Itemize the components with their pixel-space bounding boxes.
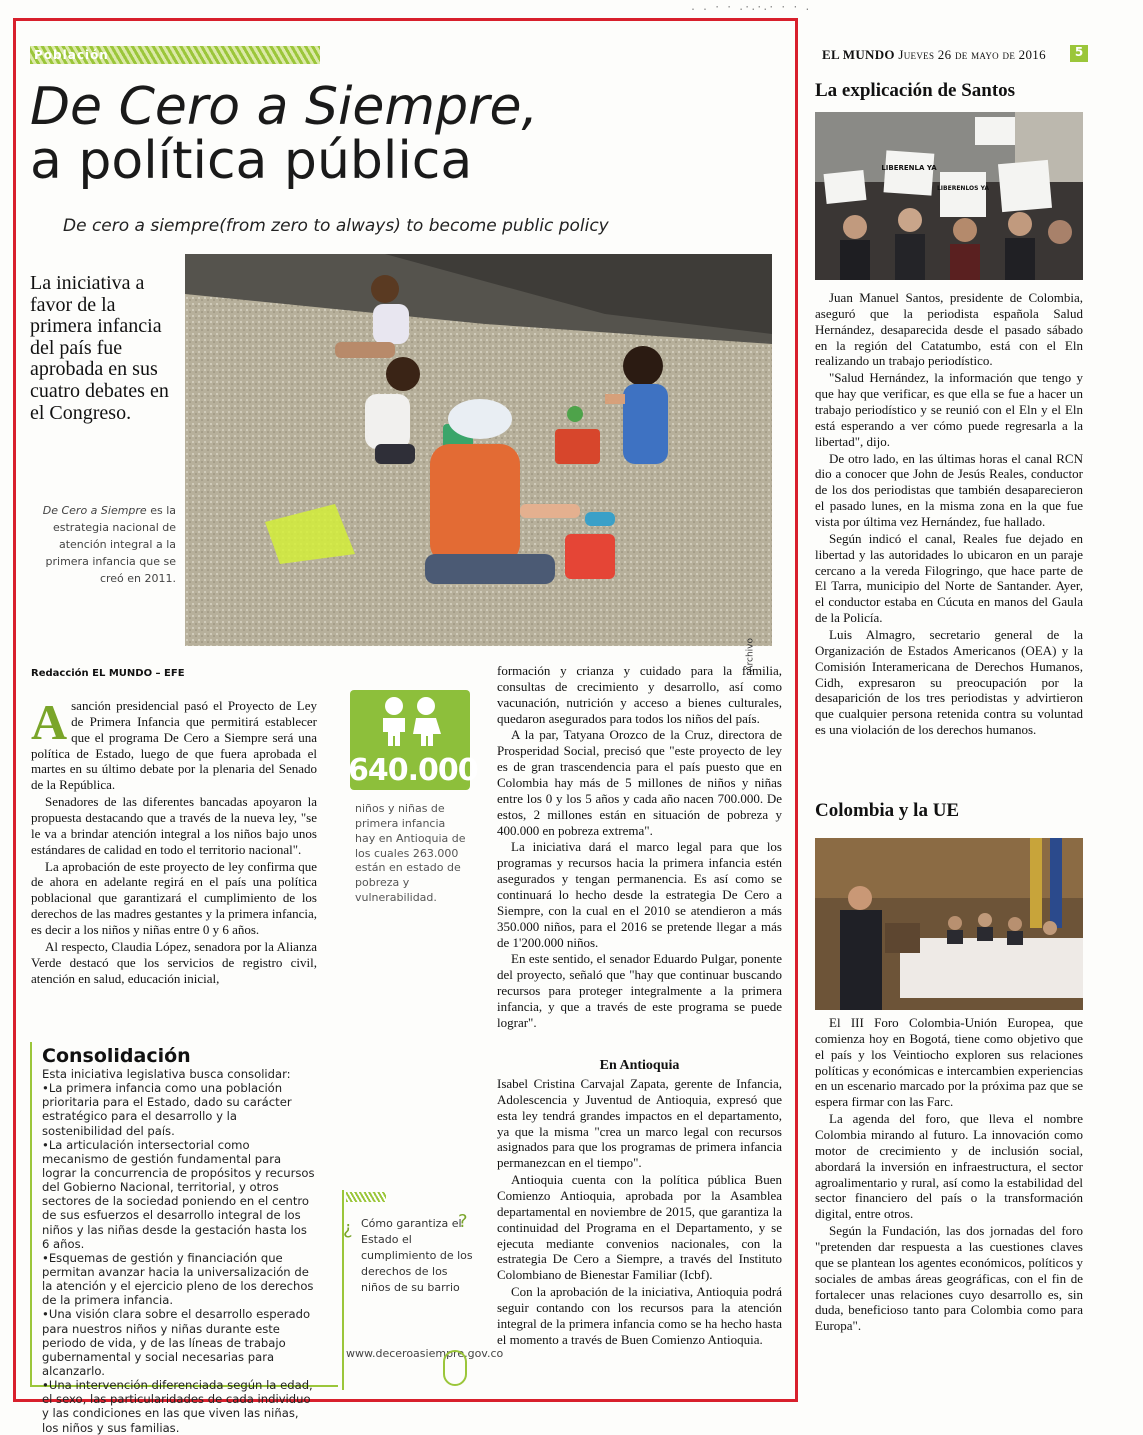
stat-number: 640.000 xyxy=(348,753,478,788)
website-link[interactable]: www.deceroasiempre.gov.co xyxy=(346,1347,504,1360)
issue-date: Jueves 26 de mayo de 2016 xyxy=(898,47,1046,62)
santos-column xyxy=(815,290,1083,739)
paragraph: "Salud Hernández, la información que tengo y que hay que verificar, es que ella se fue a hacer un trabajo periodístico y se reunió con el Eln y el Eln está esperando a ver cómo puede regresarla a la libertad", dijo. xyxy=(815,370,1083,449)
paragraph: La aprobación de este proyecto de ley confirma que de ahora en adelante regirá en el país una política poblacional que garantizará el cumplimiento de los derechos de las madres gestantes y la primera infancia, es decir a los niños y niñas entre 0 y 6 años. xyxy=(31,858,317,938)
byline: Redacción EL MUNDO – EFE xyxy=(31,668,185,679)
paragraph: Isabel Cristina Carvajal Zapata, gerente de Infancia, Adolescencia y Juventud de Antioquia, expresó que esta ley tendrá grandes impactos en el departamento, ya que la misma "crea un marco legal con recursos asignados para que los programas de primera infancia permanezcan en el tiempo". xyxy=(497,1076,782,1171)
paper-name: EL MUNDO xyxy=(822,47,895,62)
paragraph: La agenda del foro, que lleva el nombre Colombia mirando al futuro. La innovación como motor de crecimiento y de inclusión social, abordará la inversión en infraestructura, el sector agroalimentario y rural, así como la estabilidad del sector financiero del país o la transformación digital, entre otros. xyxy=(815,1111,1083,1222)
antioquia-column xyxy=(497,1076,782,1349)
list-item: •Una visión clara sobre el desarrollo esperado para nuestros niños y niñas durante este periodo de vida, y de las líneas de trabajo gubernamental y social necesarias para alcanzarlo. xyxy=(42,1307,311,1378)
headline-line2: a política pública xyxy=(30,131,473,192)
paragraph: En este sentido, el senador Eduardo Pulgar, ponente del proyecto, señaló que "hay que continuar buscando recursos para proteger integralmente a la primera infancia, y que a través de este programa se puede lograr". xyxy=(497,951,782,1030)
santos-title: La explicación de Santos xyxy=(815,80,1016,101)
paragraph: Según indicó el canal, Reales fue dejado en libertad y las autoridades lo ubicaron en un paraje cercano a la vereda Filogringo, que hace parte de El Tarra, municipio del Norte de Santander. Ayer, el conductor estaba en Cúcuta en manos del Gaula de la Policía. xyxy=(815,530,1083,626)
consolidation-title: Consolidación xyxy=(42,1045,191,1067)
photo-caption xyxy=(40,502,176,587)
section-label: Población xyxy=(30,46,320,64)
protest-sign-1: LIBERENLA YA xyxy=(881,164,937,172)
paragraph: formación y crianza y cuidado para la familia, consultas de crecimiento y desarrollo, así como vacunación, nutrición y acceso a bienes culturales, quedaron asegurados para todos los niños del país. xyxy=(497,663,782,726)
protest-sign-2: LIBERENLOS YA xyxy=(936,185,990,192)
headline-line1: De Cero a Siempre, xyxy=(30,77,538,137)
paragraph: Al respecto, Claudia López, senadora por la Alianza Verde destacó que los servicios de registro civil, atención en salud, educación inicial, xyxy=(31,938,317,986)
subtitle: De cero a siempre(from zero to always) to become public policy xyxy=(63,216,609,236)
paragraph: Antioquia cuenta con la política pública Buen Comienzo Antioquia, aprobada por la Asamblea departamental en noviembre de 2015, que garantiza la continuidad del Programa en el Departamento, y se ejecuta mediante convenios nacionales, con la estrategia De Cero a Siempre, a través del Instituto Colombiano de Bienestar Familiar (Icbf). xyxy=(497,1172,782,1283)
list-item: •La primera infancia como una población prioritaria para el Estado, dado su carácter estratégico para el desarrollo y la sostenibilidad del país. xyxy=(42,1081,292,1138)
page-number: 5 xyxy=(1070,45,1088,62)
article-column-3 xyxy=(497,663,782,1032)
paragraph: La iniciativa dará el marco legal para que los programas y recursos hacia la primera infancia estén asegurados y tengan permanencia. Es así como se continuará lo hecho desde la estrategia De Cero a Siempre, con la cual en el 2010 se atendieron a más 350.000 niños, para el 2016 se pretende llegar a más de 1'200.000 niños. xyxy=(497,839,782,950)
question-close-icon: ? xyxy=(458,1211,468,1232)
paragraph: De otro lado, en las últimas horas el canal RCN dio a conocer que John de Jesús Reales, conductor de los dos periodistas que también desaparecieron el pasado lunes, en la misma zona en la que fue vista por última vez Hernández, fue hallado. xyxy=(815,450,1083,530)
protest-illustration xyxy=(815,112,1083,280)
ue-column xyxy=(815,1015,1083,1335)
lead-text: La iniciativa a favor de la primera infancia del país fue aprobada en sus cuatro debates en el Congreso. xyxy=(30,272,169,424)
paragraph: El III Foro Colombia-Unión Europea, que comienza hoy en Bogotá, tiene como objetivo que el país y los Veintiocho exploren sus relaciones políticas y económicas e intercambien experiencias en un escenario marcado por la próxima paz que se espera firmar con las Farc. xyxy=(815,1015,1083,1110)
protest-photo xyxy=(815,112,1083,280)
scan-artifact: . . · · .·.·.· · · . xyxy=(690,2,811,13)
question-text: Cómo garantiza el Estado el cumplimiento de los derechos de los niños de su barrio xyxy=(361,1217,473,1294)
masthead xyxy=(822,47,1090,63)
children-playing-photo xyxy=(185,254,772,672)
photo-illustration xyxy=(185,254,772,646)
paragraph: Con la aprobación de la iniciativa, Antioquia podrá seguir contando con los recursos para la atención integral de la primera infancia como se ha hecho hasta el momento a través de Buen Comienzo Antioquia. xyxy=(497,1284,782,1347)
headline xyxy=(30,77,730,192)
mouse-icon xyxy=(443,1350,467,1386)
stat-description: niños y niñas de primera infancia hay en Antioquia de los cuales 263.000 están en estado de pobreza y vulnerabilidad. xyxy=(355,802,466,905)
decorative-stripe xyxy=(346,1192,386,1202)
caption-text: es la estrategia nacional de atención integral a la primera infancia que se creó en 2011. xyxy=(45,504,176,586)
drop-cap: A xyxy=(31,694,68,750)
children-icon xyxy=(350,690,470,750)
photo-credit: Archivo xyxy=(746,638,756,672)
caption-italic: De Cero a Siempre xyxy=(42,504,147,517)
paragraph: Senadores de las diferentes bancadas apoyaron la propuesta destacando que a través de la nueva ley, "se le va a brindar atención integral a los niños bajo unos estándares de calidad en todo el territorio nacional". xyxy=(31,794,317,857)
question-open-icon: ¿ xyxy=(343,1218,353,1239)
consolidation-intro: Esta iniciativa legislativa busca consolidar: xyxy=(42,1067,291,1081)
article-column-1 xyxy=(31,694,317,987)
forum-photo xyxy=(815,838,1083,1010)
list-item: •Esquemas de gestión y financiación que permitan avanzar hacia la universalización de la atención y el ejercicio pleno de los derechos de la primera infancia. xyxy=(42,1250,314,1308)
paragraph: Luis Almagro, secretario general de la Organización de Estados Americanos (OEA) y la Comisión Interamericana de Derechos Humanos, Cidh, expresaron su preocupación por la desaparición de los tres periodistas y advirtieron que cualquier persona retenida contra su voluntad es una violación de los derechos humanos. xyxy=(815,627,1083,738)
paragraph: Juan Manuel Santos, presidente de Colombia, aseguró que la periodista española Salud Hernández, desaparecida desde el pasado sábado en la región del Catatumbo, está con el Eln realizando un trabajo periodístico. xyxy=(815,290,1083,369)
forum-illustration xyxy=(815,838,1083,1010)
paragraph-text: sanción presidencial pasó el Proyecto de Ley de Primera Infancia que permitirá establecer que el programa De Cero a Siempre será una política de Estado, luego de que fuera aprobada el martes en su último debate por la plenaria del Senado de la República. xyxy=(31,698,317,793)
paragraph: A la par, Tatyana Orozco de la Cruz, directora de Prosperidad Social, precisó que "este proyecto de ley es de gran trascendencia para el país puesto que en Colombia hay más de 5 millones de niños y niñas entre los 0 y los 5 años y cada año nacen 700.000. De estos, 2 millones están en situación de pobreza y 400.000 en pobreza extrema". xyxy=(497,727,782,838)
ue-title: Colombia y la UE xyxy=(815,800,960,821)
list-item: •Una intervención diferenciada según la edad, el sexo, las particularidades de cada individuo y las condiciones en las que viven las niñas, los niños y sus familias. xyxy=(42,1378,313,1435)
consolidation-list xyxy=(42,1067,317,1435)
subheading-antioquia: En Antioquia xyxy=(599,1058,680,1073)
paragraph xyxy=(31,694,317,793)
list-item: •La articulación intersectorial como mecanismo de gestión fundamental para lograr la concurrencia de propósitos y recursos del Gobierno Nacional, territorial, y otros sectores de la sociedad poniendo en el centro de sus esfuerzos el desarrollo integral de los niños y las niñas desde la gestación hasta los 6 años. xyxy=(42,1137,315,1251)
paragraph: Según la Fundación, las dos jornadas del foro "pretenden dar respuesta a las cuestiones claves que se plantean los agentes económicos, políticos y sociales de ambas áreas geográficas, con el fin de fortalecer unas relaciones cuyo desarrollo es, sin duda, beneficioso tanto para Colombia como para Europa". xyxy=(815,1223,1083,1334)
